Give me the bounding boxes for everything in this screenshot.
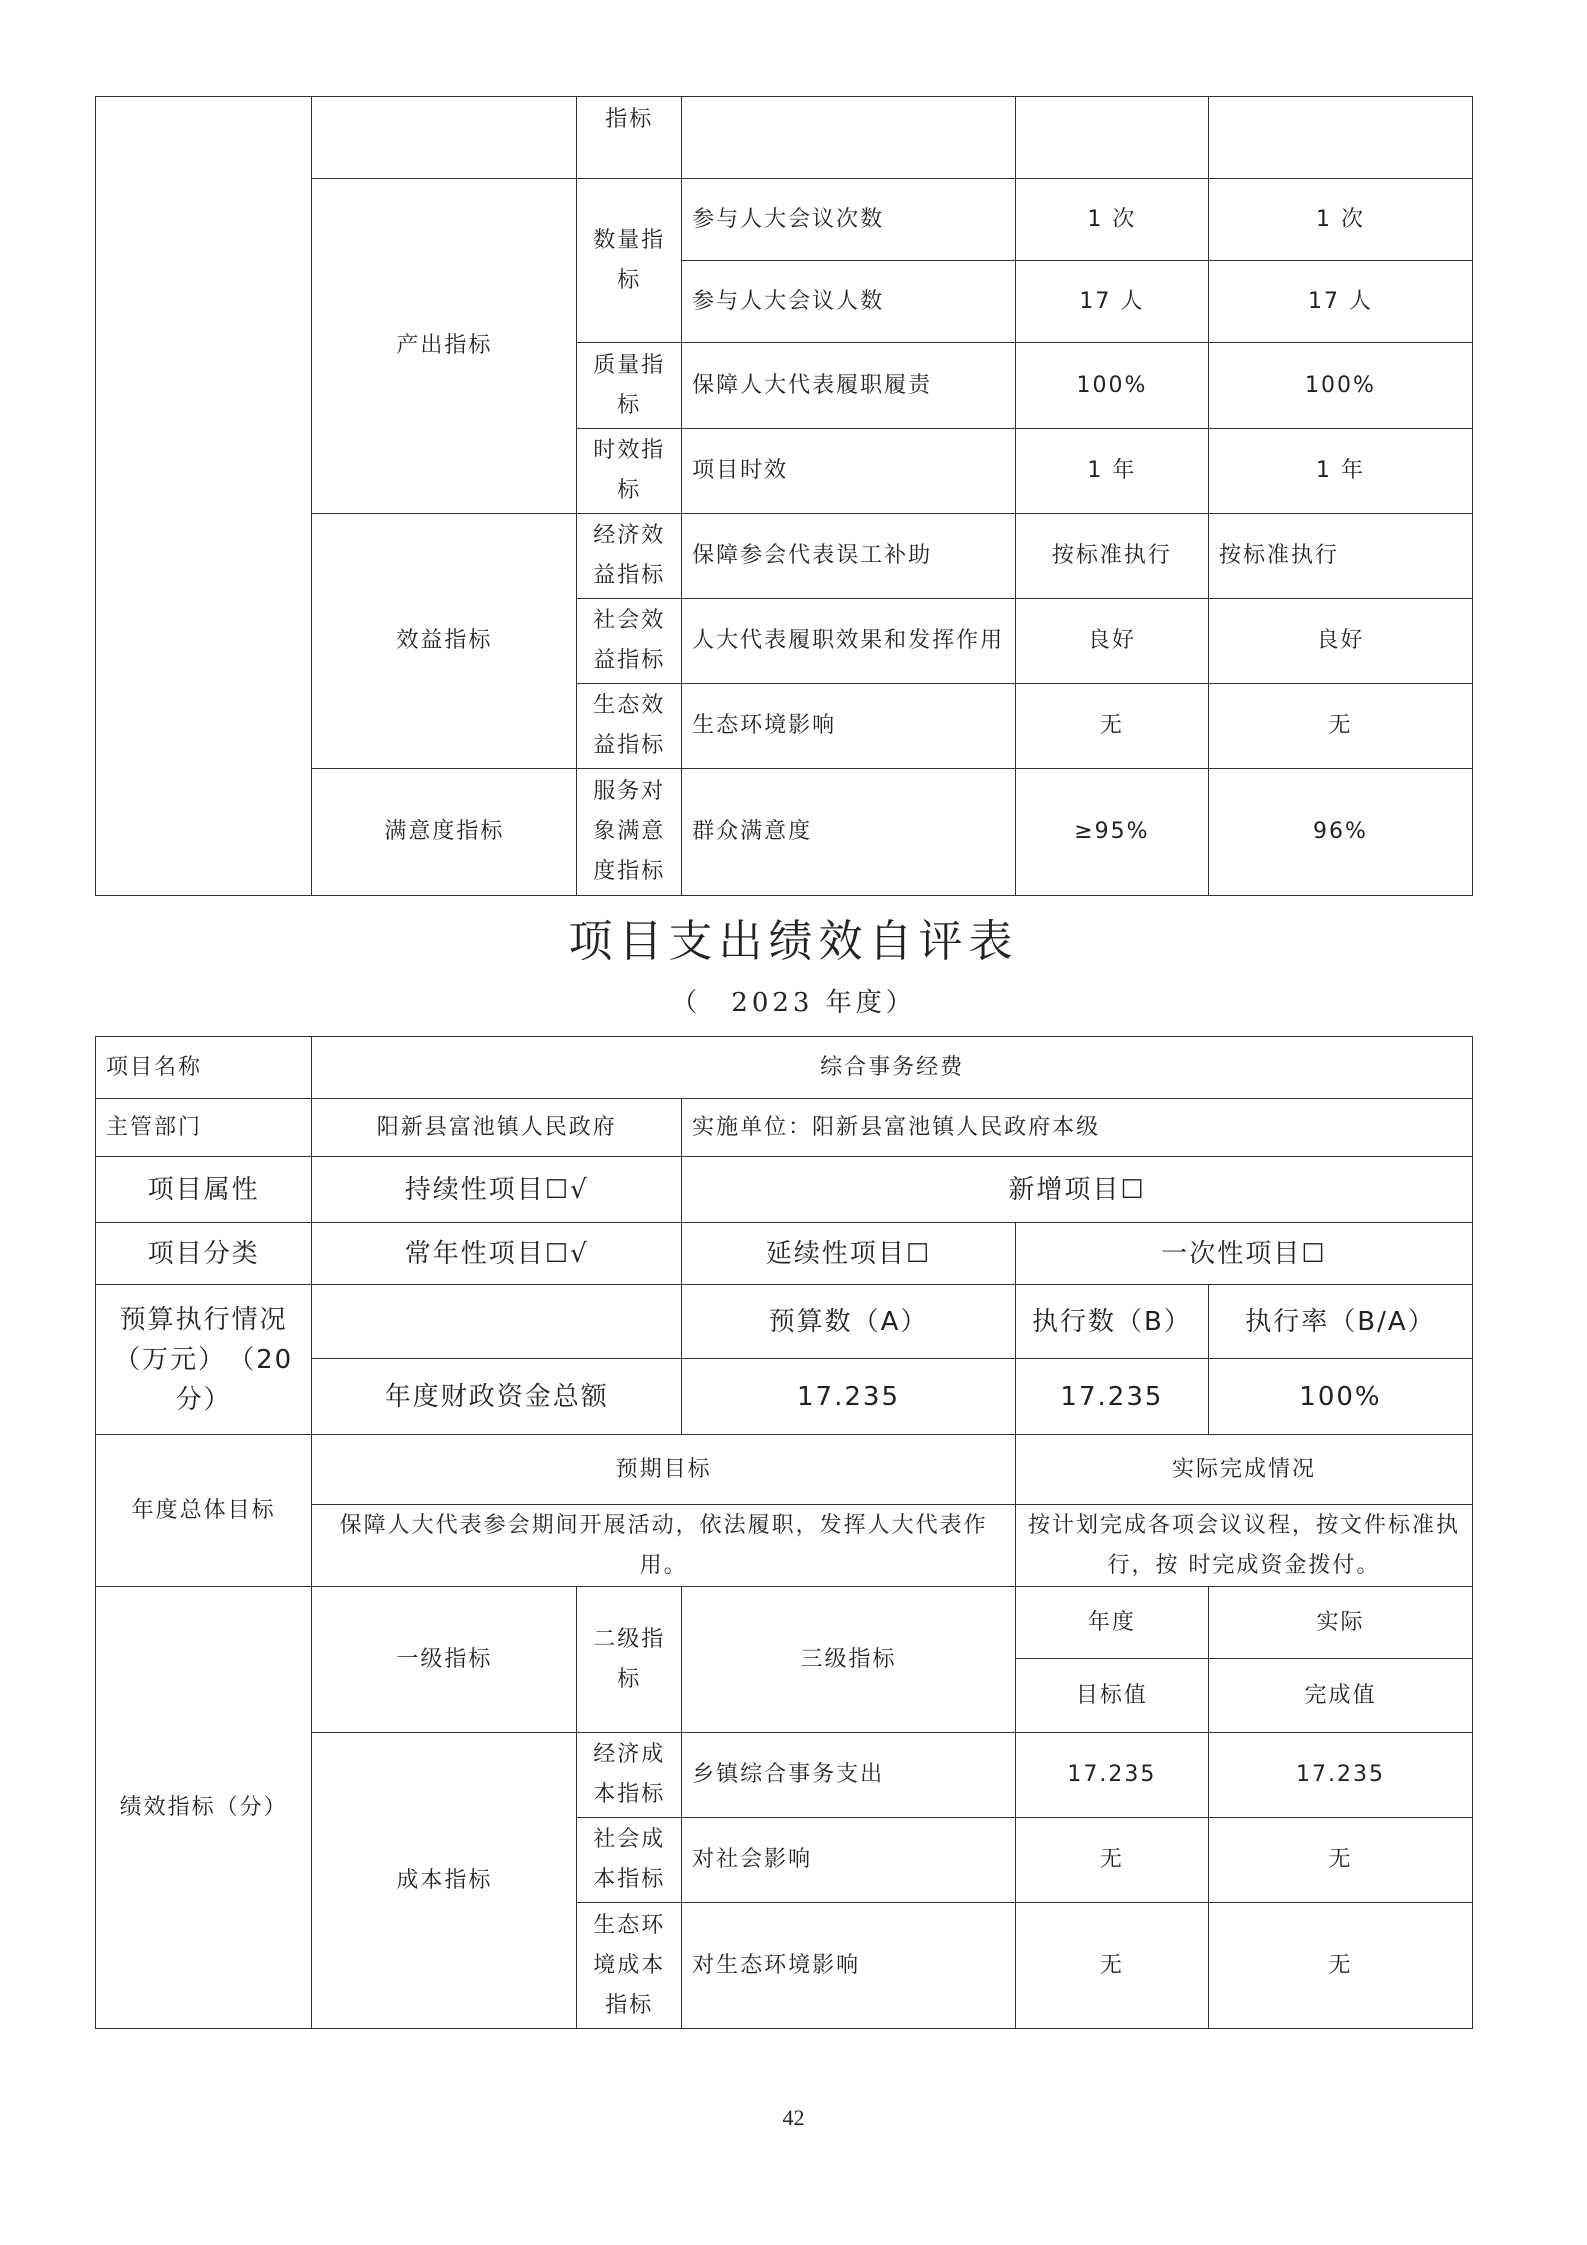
level3-cell: 对社会影响 — [682, 1818, 1016, 1903]
level3-cell: 保障参会代表误工补助 — [682, 514, 1016, 599]
level3-cell: 项目时效 — [682, 429, 1016, 514]
level2-cell: 经济效益指标 — [577, 514, 682, 599]
project-name-value: 综合事务经费 — [312, 1037, 1473, 1099]
actual-cell: 良好 — [1208, 599, 1472, 684]
level3-cell: 群众满意度 — [682, 769, 1016, 896]
dept-value: 阳新县富池镇人民政府 — [312, 1099, 682, 1157]
blank-cell — [312, 1285, 682, 1359]
level3-cell: 对生态环境影响 — [682, 1903, 1016, 2029]
actual-cell: 无 — [1208, 684, 1472, 769]
target-cell: 无 — [1015, 1903, 1208, 2029]
table-row — [96, 1037, 1473, 1099]
blank-cell — [682, 97, 1016, 179]
target-cell: 按标准执行 — [1015, 514, 1208, 599]
target-cell: 无 — [1015, 1818, 1208, 1903]
level2-cell: 生态效益指标 — [577, 684, 682, 769]
h-actual-top: 实际 — [1208, 1587, 1472, 1659]
level3-cell: 人大代表履职效果和发挥作用 — [682, 599, 1016, 684]
level1-cell: 产出指标 — [312, 179, 577, 514]
project-name-label: 项目名称 — [96, 1037, 312, 1099]
target-cell: 良好 — [1015, 599, 1208, 684]
level3-cell: 乡镇综合事务支出 — [682, 1733, 1016, 1818]
target-cell: 1 年 — [1015, 429, 1208, 514]
table-row — [96, 1099, 1473, 1157]
h-year: 年度 — [1015, 1587, 1208, 1659]
goals-label: 年度总体目标 — [96, 1435, 312, 1587]
attr-continuous: 持续性项目☐√ — [312, 1157, 682, 1223]
target-cell: 17 人 — [1015, 261, 1208, 343]
budget-header: 预算数（A） — [682, 1285, 1016, 1359]
attr-new: 新增项目☐ — [682, 1157, 1473, 1223]
impl-unit: 实施单位：阳新县富池镇人民政府本级 — [682, 1099, 1473, 1157]
h-actual: 完成值 — [1208, 1659, 1472, 1733]
rate-value: 100% — [1208, 1359, 1472, 1435]
actual-cell: 17 人 — [1208, 261, 1472, 343]
level2-cell: 质量指标 — [577, 343, 682, 429]
level2-cell: 社会成本指标 — [577, 1818, 682, 1903]
actual-cell: 1 年 — [1208, 429, 1472, 514]
actual-cell: 17.235 — [1208, 1733, 1472, 1818]
class-label: 项目分类 — [96, 1223, 312, 1285]
indicators-label: 绩效指标（分） — [96, 1587, 312, 2029]
table-row — [96, 1223, 1473, 1285]
class-extended: 延续性项目☐ — [682, 1223, 1016, 1285]
rate-header: 执行率（B/A） — [1208, 1285, 1472, 1359]
level1-cell: 效益指标 — [312, 514, 577, 769]
page-number: 42 — [782, 2105, 805, 2130]
table-row — [96, 97, 1473, 179]
level3-cell: 生态环境影响 — [682, 684, 1016, 769]
budget-label: 预算执行情况（万元） （20 分） — [96, 1285, 312, 1435]
actual-cell: 无 — [1208, 1903, 1472, 2029]
cost-label: 成本指标 — [312, 1733, 577, 2029]
target-cell: 无 — [1015, 684, 1208, 769]
page-subtitle: （ 2023 年度） — [671, 988, 916, 1018]
level3-cell: 参与人大会议人数 — [682, 261, 1016, 343]
target-cell: 100% — [1015, 343, 1208, 429]
level2-cell: 经济成本指标 — [577, 1733, 682, 1818]
level2-cell: 时效指标 — [577, 429, 682, 514]
level2-cell: 指标 — [577, 97, 682, 179]
self-evaluation-table — [95, 1036, 1473, 2029]
blank-cell — [1015, 97, 1208, 179]
level2-cell: 数量指标 — [577, 179, 682, 343]
actual-cell: 96% — [1208, 769, 1472, 896]
continued-indicator-table — [95, 96, 1473, 896]
table-row — [96, 1587, 1473, 1659]
expected-goal: 保障人大代表参会期间开展活动，依法履职，发挥人大代表作用。 — [312, 1505, 1016, 1587]
page-title: 项目支出绩效自评表 — [568, 916, 1019, 967]
actual-goal: 按计划完成各项会议议程，按文件标准执行，按 时完成资金拨付。 — [1015, 1505, 1472, 1587]
h-level2: 二级指标 — [577, 1587, 682, 1733]
level2-cell: 社会效益指标 — [577, 599, 682, 684]
actual-cell: 1 次 — [1208, 179, 1472, 261]
attr-label: 项目属性 — [96, 1157, 312, 1223]
budget-row-label: 年度财政资金总额 — [312, 1359, 682, 1435]
expected-header: 预期目标 — [312, 1435, 1016, 1505]
actual-cell: 100% — [1208, 343, 1472, 429]
h-target: 目标值 — [1015, 1659, 1208, 1733]
h-level3: 三级指标 — [682, 1587, 1016, 1733]
actual-cell: 按标准执行 — [1208, 514, 1472, 599]
level2-cell: 生态环境成本指标 — [577, 1903, 682, 2029]
dept-label: 主管部门 — [96, 1099, 312, 1157]
target-cell: ≥95% — [1015, 769, 1208, 896]
budget-value: 17.235 — [682, 1359, 1016, 1435]
class-onetime: 一次性项目☐ — [1015, 1223, 1472, 1285]
level3-cell: 保障人大代表履职履责 — [682, 343, 1016, 429]
actual-cell: 无 — [1208, 1818, 1472, 1903]
blank-cell — [312, 97, 577, 179]
exec-header: 执行数（B） — [1015, 1285, 1208, 1359]
level1-cell: 满意度指标 — [312, 769, 577, 896]
blank-cell — [96, 97, 312, 896]
h-level1: 一级指标 — [312, 1587, 577, 1733]
exec-value: 17.235 — [1015, 1359, 1208, 1435]
table-row — [96, 1157, 1473, 1223]
target-cell: 1 次 — [1015, 179, 1208, 261]
level2-cell: 服务对象满意度指标 — [577, 769, 682, 896]
target-cell: 17.235 — [1015, 1733, 1208, 1818]
class-regular: 常年性项目☐√ — [312, 1223, 682, 1285]
blank-cell — [1208, 97, 1472, 179]
actual-header: 实际完成情况 — [1015, 1435, 1472, 1505]
table-row — [96, 1285, 1473, 1359]
table-row — [96, 1435, 1473, 1505]
level3-cell: 参与人大会议次数 — [682, 179, 1016, 261]
